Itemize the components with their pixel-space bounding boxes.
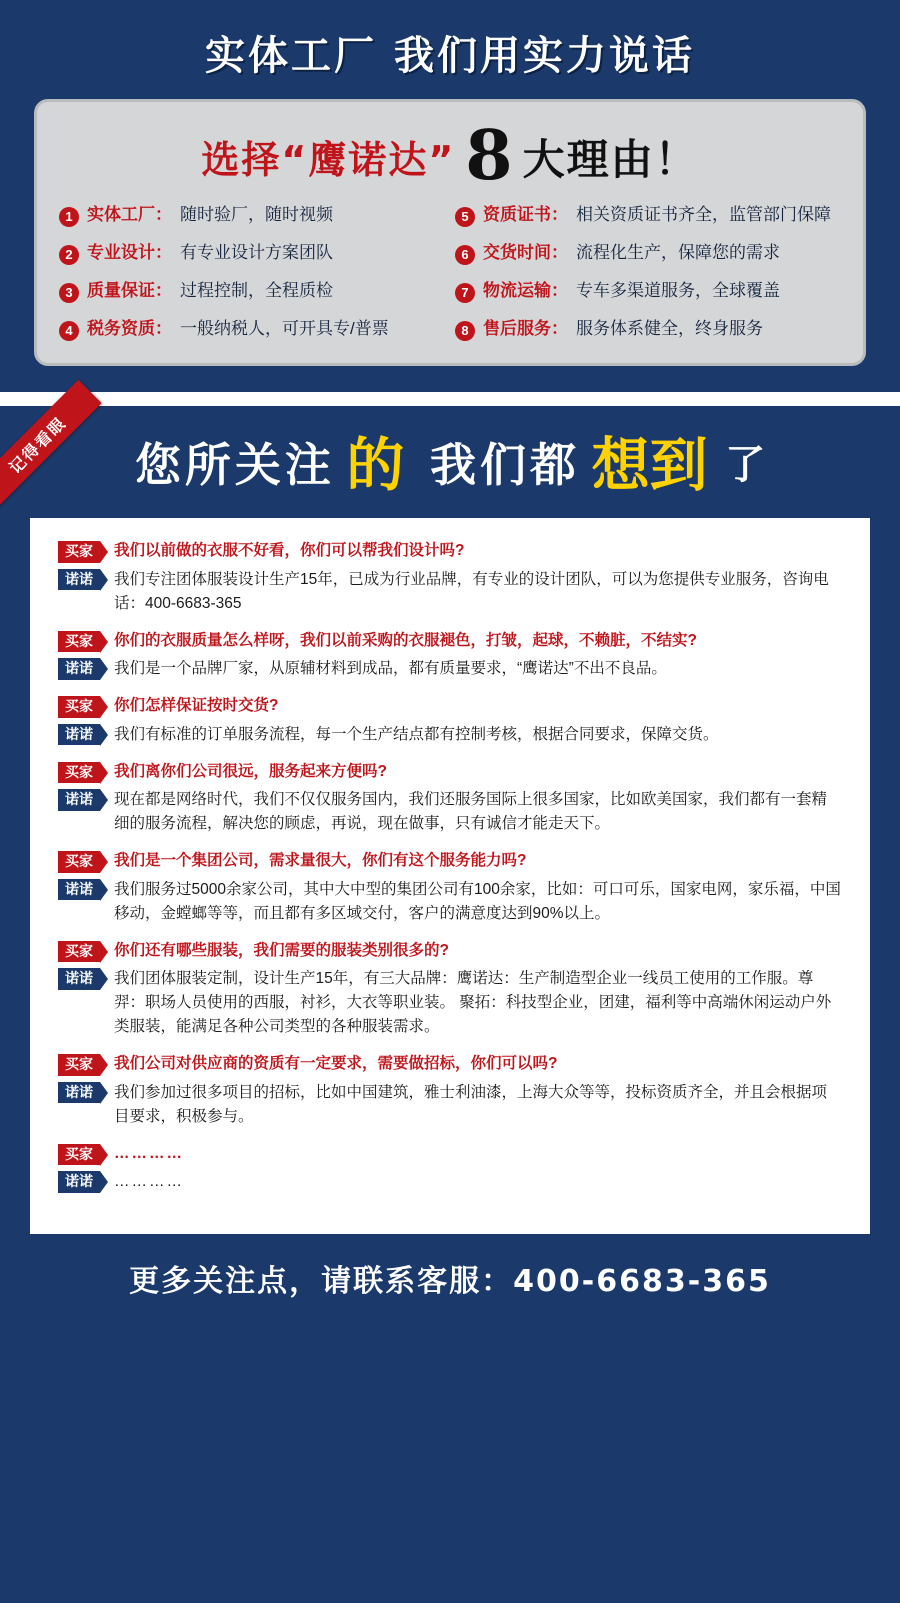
faq-answer: 我们是一个品牌厂家，从原辅材料到成品，都有质量要求，“鹰诺达”不出不良品。 [114,660,667,678]
reason-item [455,319,841,341]
reason-title: 税务资质： [87,319,172,339]
faq-item [58,695,842,746]
faq-heading-part4: 想到 [591,431,708,500]
faq-item [58,850,842,926]
faq-item [58,630,842,681]
reason-text: 服务体系健全，终身服务 [576,319,763,339]
answer-tag: 诺诺 [58,724,100,745]
faq-question: 你们还有哪些服装，我们需要的服装类别很多的? [114,941,449,959]
faq-answer-row [58,967,842,1039]
faq-item [58,1053,842,1129]
faq-answer-row [58,1081,842,1129]
faq-card [30,518,870,1234]
buyer-tag: 买家 [58,541,100,562]
faq-heading-part2: 的 [346,431,405,500]
reason-title: 资质证书： [483,205,568,225]
reason-item [455,205,841,227]
faq-question-row [58,540,842,562]
faq-question: ………… [114,1144,184,1162]
reason-item [455,281,841,303]
top-section [0,0,900,392]
buyer-tag: 买家 [58,851,100,872]
reason-text: 一般纳税人，可开具专/普票 [180,319,389,339]
faq-answer: 我们团体服装定制，设计生产15年，有三大品牌：鹰诺达：生产制造型企业一线员工使用的工作服。尊羿：职场人员使用的西服，衬衫，大衣等职业装。 聚拓：科技型企业，团建，福利等中高端休闲运动户外类服装，能满足各种公司类型的各种服装需求。 [114,970,832,1036]
buyer-tag: 买家 [58,1054,100,1075]
faq-question-row [58,850,842,872]
answer-tag: 诺诺 [58,658,100,679]
buyer-tag: 买家 [58,762,100,783]
faq-answer-row [58,878,842,926]
faq-question-row [58,1143,842,1165]
reason-number-badge: 2 [59,245,79,265]
faq-answer-row [58,723,842,747]
faq-answer-row [58,1170,842,1194]
faq-question-row [58,1053,842,1075]
faq-item [58,540,842,616]
answer-tag: 诺诺 [58,1171,100,1192]
reasons-grid [59,205,841,341]
faq-item [58,761,842,837]
reason-text: 专车多渠道服务，全球覆盖 [576,281,780,301]
faq-question: 你们怎样保证按时交货? [114,697,279,715]
faq-question-row [58,761,842,783]
reason-item [59,205,445,227]
corner-ribbon: 记得看眼 [0,380,102,509]
faq-answer-row [58,568,842,616]
reasons-box [34,99,866,366]
faq-section [0,406,900,1336]
faq-question: 我们以前做的衣服不好看，你们可以帮我们设计吗? [114,542,465,560]
reason-number-badge: 4 [59,321,79,341]
answer-tag: 诺诺 [58,968,100,989]
faq-answer: 我们服务过5000余家公司，其中大中型的集团公司有100余家，比如：可口可乐，国家电网，家乐福，中国移动，金螳螂等等，而且都有多区域交付，客户的满意度达到90%以上。 [114,880,841,922]
reason-title: 专业设计： [87,243,172,263]
reason-text: 有专业设计方案团队 [180,243,333,263]
faq-answer: ………… [114,1173,184,1191]
reason-title: 实体工厂： [87,205,172,225]
reasons-heading-black: 大理由！ [522,134,699,184]
faq-heading-part3: 我们都 [430,438,580,493]
section-divider [0,392,900,406]
reason-text: 随时验厂，随时视频 [180,205,333,225]
reason-title: 质量保证： [87,281,172,301]
faq-heading-part1: 您所关注 [134,438,335,493]
reason-number-badge: 3 [59,283,79,303]
faq-question-row [58,630,842,652]
faq-question: 我们离你们公司很远，服务起来方便吗? [114,762,387,780]
reasons-heading [59,116,841,205]
faq-question-row [58,940,842,962]
faq-question: 我们公司对供应商的资质有一定要求，需要做招标，你们可以吗? [114,1055,558,1073]
reason-number-badge: 6 [455,245,475,265]
buyer-tag: 买家 [58,696,100,717]
faq-answer: 我们有标准的订单服务流程，每一个生产结点都有控制考核，根据合同要求，保障交货。 [114,725,719,743]
faq-heading [0,406,900,518]
reason-text: 过程控制，全程质检 [180,281,333,301]
reason-text: 相关资质证书齐全，监管部门保障 [576,205,831,225]
reasons-heading-red: 选择“鹰诺达” [201,138,456,183]
faq-question: 你们的衣服质量怎么样呀，我们以前采购的衣服褪色，打皱，起球，不赖脏，不结实? [114,631,697,649]
reason-item [59,281,445,303]
answer-tag: 诺诺 [58,789,100,810]
faq-item [58,1143,842,1194]
buyer-tag: 买家 [58,1144,100,1165]
faq-answer: 现在都是网络时代，我们不仅仅服务国内，我们还服务国际上很多国家，比如欧美国家，我们都有一套精细的服务流程，解决您的顾虑，再说，现在做事，只有诚信才能走天下。 [114,791,828,833]
reason-number-badge: 7 [455,283,475,303]
reason-text: 流程化生产，保障您的需求 [576,243,780,263]
reason-title: 售后服务： [483,319,568,339]
reasons-heading-number: 8 [465,116,513,196]
answer-tag: 诺诺 [58,879,100,900]
faq-item [58,940,842,1040]
buyer-tag: 买家 [58,941,100,962]
reason-number-badge: 1 [59,207,79,227]
faq-answer: 我们参加过很多项目的招标，比如中国建筑，雅士利油漆，上海大众等等，投标资质齐全，并且会根据项目要求，积极参与。 [114,1083,828,1125]
faq-answer-row [58,657,842,681]
reason-item [59,319,445,341]
faq-heading-part5: 了 [725,442,766,489]
reason-item [455,243,841,265]
faq-answer: 我们专注团体服装设计生产15年，已成为行业品牌，有专业的设计团队，可以为您提供专业服务，咨询电话：400-6683-365 [114,570,829,612]
reason-title: 交货时间： [483,243,568,263]
reason-item [59,243,445,265]
reason-number-badge: 5 [455,207,475,227]
faq-question-row [58,695,842,717]
reason-title: 物流运输： [483,281,568,301]
faq-answer-row [58,788,842,836]
faq-question: 我们是一个集团公司，需求量很大，你们有这个服务能力吗? [114,852,527,870]
footer-contact: 更多关注点，请联系客服：400-6683-365 [129,1264,771,1300]
page-title: 实体工厂 我们用实力说话 [205,33,695,79]
buyer-tag: 买家 [58,631,100,652]
answer-tag: 诺诺 [58,1082,100,1103]
reason-number-badge: 8 [455,321,475,341]
answer-tag: 诺诺 [58,569,100,590]
